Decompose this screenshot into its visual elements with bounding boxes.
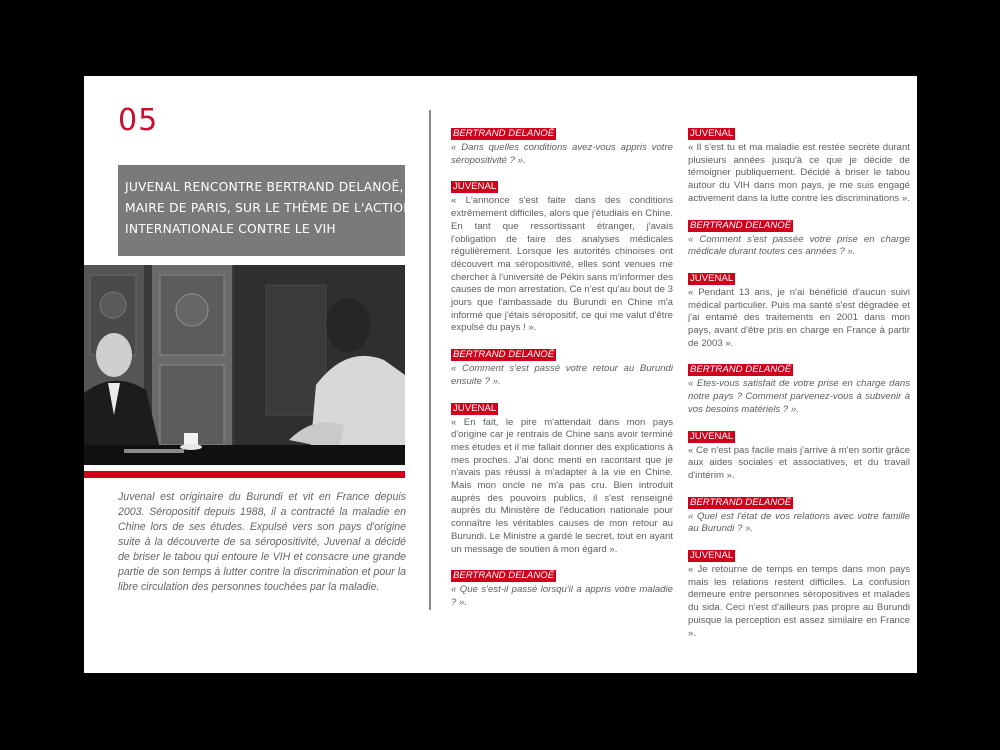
answer-text: « Il s'est tu et ma maladie est restée secrète durant plusieurs années jusqu'à ce que je décide de témoigner publiquement. Décidé à briser le tabou autour du VIH dans mon pays, je me suis engagé activement dans la lutte contre les discriminations ». xyxy=(688,142,910,204)
interview-question xyxy=(451,565,673,609)
interview-answer xyxy=(688,268,910,351)
interview-column-2 xyxy=(688,123,910,649)
interview-question xyxy=(688,215,910,259)
question-text: « Comment s'est passée votre prise en charge médicale durant toutes ces années ? ». xyxy=(688,233,910,258)
speaker-tag: JUVENAL xyxy=(690,128,734,139)
speaker-tag: BERTRAND DELANOË xyxy=(453,128,555,139)
speaker-tag: JUVENAL xyxy=(690,272,734,284)
answer-text: « L'annonce s'est faite dans des conditions extrêmement difficiles, alors que j'étudiais en Chine. En tant que ressortissant étranger, j'avais l'obligation de faire des analyses médicales régulièrement. Lorsque les autorités chinoises ont découvert ma séropositivité, elles sont venues me chercher à l'université de Pékin sans m'informer des causes de mon arrestation. Ce n'est qu'au bout de 3 jours que l'ambassade du Burundi en Chine m'a informé que j'étais séropositif, ce qui me valut d'être expulsé du pays ! ». xyxy=(451,195,673,334)
speaker-tag: BERTRAND DELANOË xyxy=(690,496,792,508)
chapter-title-line: JUVENAL RENCONTRE BERTRAND DELANOË, xyxy=(125,180,404,194)
question-text: « Que s'est-il passé lorsqu'il a appris votre maladie ? ». xyxy=(451,584,673,608)
interview-answer xyxy=(688,545,910,640)
photo-red-bar xyxy=(84,471,405,478)
speaker-tag: BERTRAND DELANOË xyxy=(690,219,792,231)
question-text: « Etes-vous satisfait de votre prise en charge dans notre pays ? Comment parvenez-vous à subvenir à vos besoins matériels ? ». xyxy=(688,378,910,415)
interview-question xyxy=(688,359,910,416)
interview-question xyxy=(451,344,673,388)
column-divider xyxy=(429,110,431,610)
interview-photo xyxy=(84,265,405,465)
document-page xyxy=(84,76,917,673)
photo-caption: Juvenal est originaire du Burundi et vit en France depuis 2003. Séropositif depuis 1988, il a contracté la maladie en Chine lors de ses études. Expulsé vers son pays d'origine suite à la découverte de sa séropositivité, Juvenal a décidé de briser le tabou qui entoure le VIH et consacre une grande partie de son temps à lutter contre la discrimination et pour la libre circulation des personnes touchées par la maladie. xyxy=(118,491,406,593)
interview-answer xyxy=(688,426,910,483)
interview-question xyxy=(688,492,910,536)
speaker-tag: JUVENAL xyxy=(453,402,497,414)
interview-photo-illustration xyxy=(84,265,405,465)
answer-text: « En fait, le pire m'attendait dans mon pays d'origine car je rentrais de Chine sans avoir terminé mes études et il me fallait donner des explications à mes proches. J'ai donc menti en racontant que je n'avais pas réussi à m'adapter à la vie en Chine. Mais mon oncle ne m'a pas cru. Bien introduit auprès des pouvoirs publics, il s'est renseigné auprès du Ministère de l'éducation nationale pour connaître les véritables causes de mon retour au Burundi. Le Ministre a gardé le secret, tout en ayant un message de soutien à mon égard ». xyxy=(451,416,673,555)
interview-answer xyxy=(451,398,673,557)
speaker-tag: BERTRAND DELANOË xyxy=(453,349,555,361)
answer-text: « Je retourne de temps en temps dans mon pays mais les relations restent difficiles. La confusion demeure entre personnes séropositives et malades du sida. Ceci n'est d'ailleurs pas propre au Burundi puisque la perception est assez similaire en France ». xyxy=(688,564,910,639)
answer-text: « Pendant 13 ans, je n'ai bénéficié d'aucun suivi médical particulier. Puis ma santé s'est dégradée et j'ai entamé des traitements en 2001 dans mon pays, avant d'être pris en charge en France à partir de 2003 ». xyxy=(688,286,910,349)
chapter-number: 05 xyxy=(118,103,159,138)
interview-answer xyxy=(451,176,673,335)
speaker-tag: BERTRAND DELANOË xyxy=(690,364,792,376)
question-text: « Dans quelles conditions avez-vous appris votre séropositivité ? ». xyxy=(451,142,673,166)
question-text: « Comment s'est passé votre retour au Burundi ensuite ? ». xyxy=(451,363,673,387)
chapter-title-line: INTERNATIONALE CONTRE LE VIH xyxy=(125,222,336,236)
speaker-tag: JUVENAL xyxy=(690,430,734,442)
interview-answer xyxy=(688,123,910,206)
speaker-tag: JUVENAL xyxy=(453,181,497,193)
interview-column-1 xyxy=(451,123,673,619)
question-text: « Quel est l'état de vos relations avec votre famille au Burundi ? ». xyxy=(688,510,910,535)
chapter-title-box xyxy=(118,165,413,256)
speaker-tag: JUVENAL xyxy=(690,550,734,562)
interview-question xyxy=(451,123,673,167)
speaker-tag: BERTRAND DELANOË xyxy=(453,570,555,582)
answer-text: « Ce n'est pas facile mais j'arrive à m'en sortir grâce aux aides sociales et associatives, et du travail d'intérim ». xyxy=(688,444,910,481)
chapter-title-line: MAIRE DE PARIS, SUR LE THÈME DE L'ACTION xyxy=(125,201,413,215)
